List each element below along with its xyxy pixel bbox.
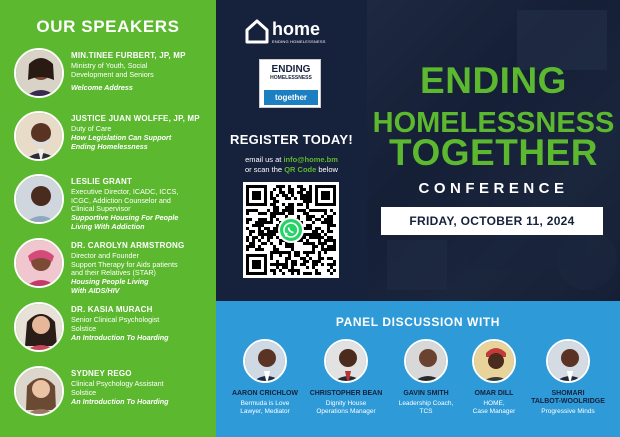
avatar: [14, 238, 64, 288]
panel-member-role: Bermuda is Love Lawyer, Mediator: [240, 400, 290, 415]
speaker-name: DR. KASIA MURACH: [71, 305, 153, 314]
panel-member-name: OMAR DILL: [474, 390, 514, 397]
panel-discussion: [216, 301, 620, 437]
ending-homelessness-badge: [259, 59, 321, 108]
scan-prefix: or scan the: [245, 165, 285, 174]
qr-code[interactable]: [243, 182, 339, 278]
avatar: [404, 339, 448, 383]
panel-member-role: Progressive Minds: [541, 408, 595, 415]
home-logo: [244, 18, 344, 48]
panel-heading: PANEL DISCUSSION WITH: [335, 315, 501, 329]
logo-tagline: ENDING HOMELESSNESS: [272, 39, 326, 44]
panel-member-name: GAVIN SMITH: [403, 390, 449, 397]
scan-suffix: below: [316, 165, 338, 174]
hero-conference: CONFERENCE: [418, 180, 569, 197]
speaker-role: Duty of Care: [71, 124, 112, 133]
speaker-name: SYDNEY REGO: [71, 369, 132, 378]
speaker-talk: An Introduction To Hoarding: [71, 333, 169, 342]
panel-member-name: AARON CRICHLOW: [231, 390, 299, 397]
speaker-role: Ministry of Youth, Social Development and Seniors: [71, 61, 154, 79]
panel-member-role: Leadership Coach, TCS: [398, 400, 454, 415]
speaker-role: Director and Founder Support Therapy for Aids patients and their Relatives (STAR): [71, 251, 178, 278]
panel-member-name: CHRISTOPHER BEAN: [309, 390, 383, 397]
speaker-card: [14, 366, 214, 422]
scan-line: [216, 165, 367, 174]
email-line: [216, 155, 367, 164]
speaker-card: [14, 174, 214, 230]
scan-highlight: QR Code: [284, 165, 317, 174]
hero-line1: ENDING: [420, 60, 567, 101]
panel-member-name: SHOMARI TALBOT-WOOLRIDGE: [531, 390, 605, 405]
event-date: FRIDAY, OCTOBER 11, 2024: [381, 207, 603, 235]
hero-line2: HOMELESSNESS: [372, 107, 615, 139]
avatar: [472, 339, 516, 383]
avatar: [14, 48, 64, 98]
avatar: [546, 339, 590, 383]
speaker-role: Senior Clinical Psychologist Solstice: [71, 315, 160, 333]
speaker-card: [14, 238, 214, 294]
speaker-card: [14, 302, 214, 358]
speaker-talk: How Legislation Can Support Ending Homelessness: [71, 133, 172, 151]
avatar: [14, 302, 64, 352]
logo-name: home: [272, 19, 321, 39]
house-icon: [244, 18, 270, 44]
speaker-talk: Welcome Address: [71, 83, 133, 92]
email-link[interactable]: info@home.bm: [283, 155, 338, 164]
speaker-talk: Supportive Housing For People Living With Addiction: [71, 213, 179, 231]
hero-banner: [367, 0, 620, 301]
whatsapp-icon: [278, 217, 304, 243]
badge-line2: HOMELESSNESS: [270, 75, 312, 81]
speaker-name: JUSTICE JUAN WOLFFE, JP, MP: [71, 114, 200, 123]
speaker-talk: Housing People Living With AIDS/HIV: [71, 277, 149, 295]
panel-member-role: HOME, Case Manager: [472, 400, 516, 415]
avatar: [14, 174, 64, 224]
avatar: [324, 339, 368, 383]
speakers-heading: OUR SPEAKERS: [36, 17, 180, 36]
speaker-name: MIN.TINEE FURBERT, JP, MP: [71, 51, 186, 60]
email-prefix: email us at: [245, 155, 284, 164]
badge-line3: together: [264, 90, 318, 105]
speaker-talk: An Introduction To Hoarding: [71, 397, 169, 406]
badge-line1: ENDING: [271, 64, 311, 75]
hero-line3: TOGETHER: [389, 132, 598, 173]
speaker-name: LESLIE GRANT: [71, 177, 133, 186]
speakers-panel: [0, 0, 216, 437]
speaker-name: DR. CAROLYN ARMSTRONG: [71, 241, 185, 250]
registration-column: [216, 0, 367, 301]
register-heading: REGISTER TODAY!: [230, 132, 353, 147]
speaker-role: Executive Director, ICADC, ICCS, ICGC, Addiction Counselor and Clinical Supervisor: [71, 187, 179, 214]
speaker-card: [14, 111, 214, 167]
panel-member-role: Dignity House Operations Manager: [316, 400, 376, 415]
avatar: [14, 111, 64, 161]
avatar: [14, 366, 64, 416]
speaker-card: [14, 48, 214, 104]
speaker-role: Clinical Psychology Assistant Solstice: [71, 379, 164, 397]
avatar: [243, 339, 287, 383]
